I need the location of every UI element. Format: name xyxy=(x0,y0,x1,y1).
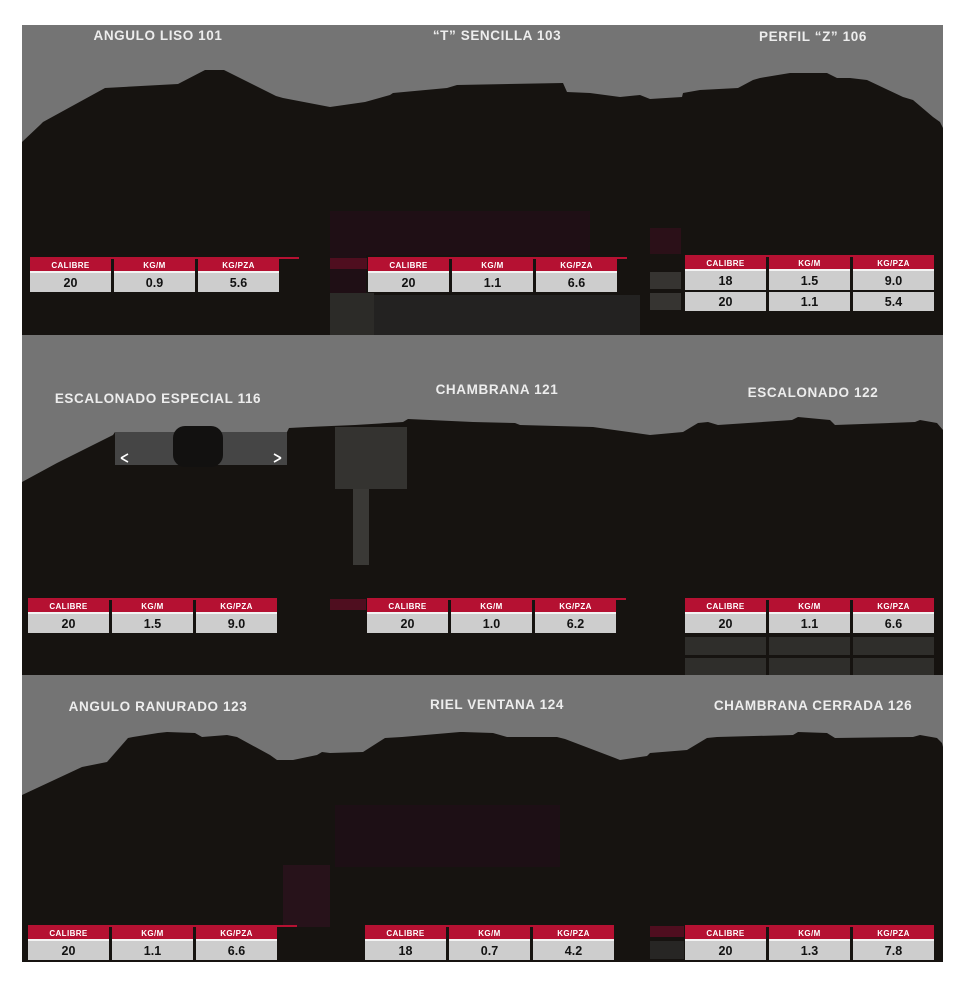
kgpza-value: 5.6 xyxy=(198,273,279,292)
shade-patch xyxy=(335,805,560,867)
table-rule-stub xyxy=(330,258,367,269)
table-row xyxy=(685,292,934,311)
table-row xyxy=(685,941,934,960)
shade-patch xyxy=(650,293,681,310)
col-header-kgm: KG/M xyxy=(769,600,850,614)
product-title-123: ANGULO RANURADO 123 xyxy=(68,699,248,714)
ghost-row-cell xyxy=(685,658,766,675)
shade-patch xyxy=(374,295,640,335)
calibre-value: 20 xyxy=(368,273,449,292)
col-header-kgm: KG/M xyxy=(449,927,530,941)
shade-patch xyxy=(650,272,681,289)
product-title-101: ANGULO LISO 101 xyxy=(93,28,223,43)
calibre-value: 20 xyxy=(30,273,111,292)
spec-table-101 xyxy=(30,257,279,292)
table-row xyxy=(685,271,934,290)
calibre-value: 20 xyxy=(367,614,448,633)
col-header-kgpza: KG/PZA xyxy=(853,927,934,941)
spec-table-123 xyxy=(28,925,277,960)
ghost-row-cell xyxy=(853,637,934,655)
ghost-row-cell xyxy=(853,658,934,675)
col-header-kgm: KG/M xyxy=(769,927,850,941)
col-header-calibre: CALIBRE xyxy=(367,600,448,614)
calibre-value: 18 xyxy=(685,271,766,290)
shade-patch xyxy=(353,489,369,565)
col-header-calibre: CALIBRE xyxy=(365,927,446,941)
col-header-kgm: KG/M xyxy=(114,259,195,273)
calibre-value: 20 xyxy=(685,614,766,633)
kgpza-value: 6.6 xyxy=(536,273,617,292)
kgpza-value: 9.0 xyxy=(196,614,277,633)
table-rule-stub xyxy=(650,926,684,937)
shade-patch xyxy=(330,211,590,255)
shade-patch xyxy=(283,865,330,927)
ghost-row-cell xyxy=(685,637,766,655)
shade-patch xyxy=(330,293,374,335)
product-title-126: CHAMBRANA CERRADA 126 xyxy=(713,698,913,713)
product-title-116: ESCALONADO ESPECIAL 116 xyxy=(54,391,262,406)
spec-table-124 xyxy=(365,925,614,960)
col-header-kgm: KG/M xyxy=(112,600,193,614)
col-header-kgpza: KG/PZA xyxy=(196,600,277,614)
table-row xyxy=(365,941,614,960)
kgpza-value: 5.4 xyxy=(853,292,934,311)
col-header-kgpza: KG/PZA xyxy=(853,257,934,271)
spec-table-103 xyxy=(368,257,617,292)
spec-table-121 xyxy=(367,598,616,633)
kgm-value: 1.3 xyxy=(769,941,850,960)
col-header-calibre: CALIBRE xyxy=(28,927,109,941)
kgpza-value: 6.6 xyxy=(196,941,277,960)
col-header-kgpza: KG/PZA xyxy=(853,600,934,614)
product-title-106: PERFIL “Z” 106 xyxy=(759,29,867,44)
product-title-122: ESCALONADO 122 xyxy=(747,385,879,400)
kgm-value: 1.5 xyxy=(112,614,193,633)
shade-patch xyxy=(650,228,681,254)
kgm-value: 1.5 xyxy=(769,271,850,290)
catalog-panel xyxy=(22,25,943,962)
table-row xyxy=(367,614,616,633)
kgm-value: 0.7 xyxy=(449,941,530,960)
col-header-kgpza: KG/PZA xyxy=(536,259,617,273)
table-rule-stub xyxy=(330,599,366,610)
kgpza-value: 4.2 xyxy=(533,941,614,960)
col-header-kgm: KG/M xyxy=(769,257,850,271)
kgm-value: 1.1 xyxy=(769,614,850,633)
kgm-value: 1.1 xyxy=(112,941,193,960)
calibre-value: 18 xyxy=(365,941,446,960)
kgpza-value: 7.8 xyxy=(853,941,934,960)
col-header-calibre: CALIBRE xyxy=(28,600,109,614)
shade-patch xyxy=(335,427,407,489)
calibre-value: 20 xyxy=(28,614,109,633)
spec-table-106 xyxy=(685,255,934,311)
col-header-calibre: CALIBRE xyxy=(685,257,766,271)
spec-table-122 xyxy=(685,598,934,633)
kgm-value: 1.0 xyxy=(451,614,532,633)
kgm-value: 1.1 xyxy=(452,273,533,292)
product-title-124: RIEL VENTANA 124 xyxy=(430,697,564,712)
kgpza-value: 9.0 xyxy=(853,271,934,290)
col-header-calibre: CALIBRE xyxy=(368,259,449,273)
col-header-kgpza: KG/PZA xyxy=(196,927,277,941)
table-row xyxy=(685,614,934,633)
shade-patch xyxy=(650,941,684,959)
silhouette-row-3 xyxy=(22,675,943,962)
calibre-value: 20 xyxy=(28,941,109,960)
product-title-103: “T” SENCILLA 103 xyxy=(432,28,562,43)
col-header-kgm: KG/M xyxy=(112,927,193,941)
kgpza-value: 6.6 xyxy=(853,614,934,633)
col-header-calibre: CALIBRE xyxy=(685,600,766,614)
calibre-value: 20 xyxy=(685,292,766,311)
col-header-kgpza: KG/PZA xyxy=(533,927,614,941)
col-header-calibre: CALIBRE xyxy=(685,927,766,941)
spec-table-116 xyxy=(28,598,277,633)
table-row xyxy=(368,273,617,292)
spec-table-126 xyxy=(685,925,934,960)
ghost-row-cell xyxy=(769,637,850,655)
col-header-kgpza: KG/PZA xyxy=(535,600,616,614)
col-header-kgm: KG/M xyxy=(452,259,533,273)
product-title-121: CHAMBRANA 121 xyxy=(435,382,559,397)
col-header-kgpza: KG/PZA xyxy=(198,259,279,273)
table-row xyxy=(30,273,279,292)
ghost-row-cell xyxy=(769,658,850,675)
col-header-calibre: CALIBRE xyxy=(30,259,111,273)
calibre-value: 20 xyxy=(685,941,766,960)
col-header-kgm: KG/M xyxy=(451,600,532,614)
kgm-value: 1.1 xyxy=(769,292,850,311)
kgm-value: 0.9 xyxy=(114,273,195,292)
kgpza-value: 6.2 xyxy=(535,614,616,633)
table-row xyxy=(28,941,277,960)
table-row xyxy=(28,614,277,633)
dimension-label-blob xyxy=(173,426,223,467)
